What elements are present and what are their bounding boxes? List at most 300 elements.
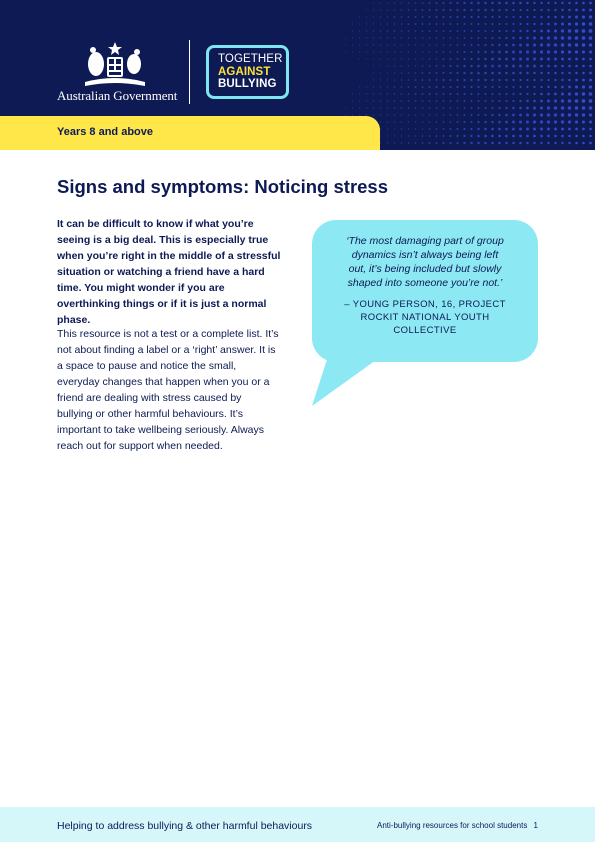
pattern-dot bbox=[435, 16, 437, 18]
pattern-dot bbox=[519, 93, 521, 95]
pattern-dot bbox=[442, 86, 444, 88]
pattern-dot bbox=[463, 65, 465, 67]
pattern-dot bbox=[505, 93, 507, 95]
pattern-dot bbox=[366, 51, 367, 52]
pattern-dot bbox=[464, 100, 466, 102]
pattern-dot bbox=[540, 2, 542, 4]
pattern-dot bbox=[498, 114, 500, 116]
pattern-dot bbox=[352, 37, 353, 38]
pattern-dot bbox=[359, 37, 360, 38]
pattern-dot bbox=[443, 121, 445, 123]
pattern-dot bbox=[547, 2, 549, 4]
pattern-dot bbox=[478, 30, 480, 32]
pattern-dot bbox=[456, 135, 458, 137]
pattern-dot bbox=[408, 72, 410, 74]
pattern-dot bbox=[450, 128, 452, 130]
pattern-dot bbox=[554, 72, 556, 74]
pattern-dot bbox=[519, 128, 522, 131]
pattern-dot bbox=[366, 79, 367, 80]
pattern-dot bbox=[519, 58, 522, 61]
pattern-dot bbox=[477, 16, 479, 18]
pattern-dot bbox=[470, 121, 472, 123]
pattern-dot bbox=[554, 86, 557, 89]
pattern-dot bbox=[463, 58, 465, 60]
pattern-dot bbox=[533, 65, 536, 68]
pattern-dot bbox=[408, 9, 410, 11]
pattern-dot bbox=[547, 65, 550, 68]
pattern-dot bbox=[505, 114, 508, 117]
pattern-dot bbox=[408, 142, 410, 144]
pattern-dot bbox=[582, 2, 585, 5]
pattern-dot bbox=[373, 23, 374, 24]
pattern-dot bbox=[547, 58, 550, 61]
pattern-dot bbox=[443, 100, 445, 102]
pattern-dot bbox=[519, 107, 522, 110]
pattern-dot bbox=[422, 65, 424, 67]
pattern-dot bbox=[484, 79, 486, 81]
pattern-dot bbox=[512, 86, 514, 88]
pattern-dot bbox=[373, 93, 374, 94]
pattern-dot bbox=[442, 72, 444, 74]
pattern-dot bbox=[387, 16, 389, 18]
pattern-dot bbox=[491, 37, 493, 39]
pattern-dot bbox=[484, 142, 487, 145]
pattern-dot bbox=[478, 93, 480, 95]
pattern-dot bbox=[387, 114, 389, 116]
pattern-dot bbox=[491, 65, 494, 68]
pattern-dot bbox=[540, 36, 543, 39]
pattern-dot bbox=[575, 128, 578, 131]
pattern-dot bbox=[456, 72, 458, 74]
pattern-dot bbox=[464, 121, 466, 123]
pattern-dot bbox=[477, 142, 480, 145]
pattern-dot bbox=[589, 51, 592, 54]
pattern-dot bbox=[366, 9, 367, 10]
pattern-dot bbox=[547, 9, 549, 11]
pattern-dot bbox=[526, 107, 529, 110]
pattern-dot bbox=[498, 86, 500, 88]
pattern-dot bbox=[547, 93, 550, 96]
pattern-dot bbox=[519, 86, 521, 88]
pattern-dot bbox=[526, 23, 528, 25]
pattern-dot bbox=[526, 50, 529, 53]
pattern-dot bbox=[442, 2, 444, 4]
pattern-dot bbox=[450, 121, 452, 123]
pattern-dot bbox=[505, 142, 508, 145]
pattern-dot bbox=[582, 85, 585, 88]
pattern-dot bbox=[415, 51, 416, 52]
pattern-dot bbox=[352, 107, 353, 108]
pattern-dot bbox=[519, 65, 522, 68]
pattern-dot bbox=[519, 44, 522, 47]
pattern-dot bbox=[498, 65, 501, 68]
pattern-dot bbox=[477, 121, 479, 123]
pattern-dot bbox=[380, 58, 381, 59]
pattern-dot bbox=[435, 93, 437, 95]
pattern-dot bbox=[435, 79, 437, 81]
pattern-dot bbox=[422, 128, 424, 130]
pattern-dot bbox=[470, 135, 472, 137]
pattern-dot bbox=[526, 135, 529, 138]
pattern-dot bbox=[470, 79, 472, 81]
pattern-dot bbox=[484, 58, 487, 61]
pattern-dot bbox=[449, 142, 451, 144]
pattern-dot bbox=[387, 37, 389, 39]
pattern-dot bbox=[449, 72, 451, 74]
pattern-dot bbox=[491, 58, 494, 61]
pattern-dot bbox=[568, 142, 570, 144]
pattern-dot bbox=[485, 23, 487, 25]
logo-line-3: BULLYING bbox=[218, 78, 277, 90]
pattern-dot bbox=[373, 58, 374, 59]
pattern-dot bbox=[498, 107, 500, 109]
pattern-dot bbox=[394, 114, 396, 116]
pattern-dot bbox=[471, 44, 473, 46]
pattern-dot bbox=[380, 51, 381, 52]
pattern-dot bbox=[401, 121, 402, 122]
pattern-dot bbox=[428, 9, 430, 11]
footer-resource-label: Anti-bullying resources for school students bbox=[377, 821, 528, 830]
pattern-dot bbox=[505, 79, 507, 81]
pattern-dot bbox=[415, 72, 417, 74]
pattern-dot bbox=[533, 23, 535, 25]
pattern-dot bbox=[589, 85, 592, 88]
pattern-dot bbox=[491, 16, 493, 18]
pattern-dot bbox=[582, 113, 585, 116]
pattern-dot bbox=[505, 86, 507, 88]
pattern-dot bbox=[394, 2, 395, 3]
pattern-dot bbox=[408, 2, 410, 4]
pattern-dot bbox=[359, 51, 360, 52]
pattern-dot bbox=[394, 51, 395, 52]
pattern-dot bbox=[561, 23, 564, 26]
pattern-dot bbox=[394, 135, 395, 136]
pattern-dot bbox=[554, 50, 557, 53]
pattern-dot bbox=[442, 9, 444, 11]
pattern-dot bbox=[429, 100, 431, 102]
pattern-dot bbox=[436, 44, 438, 46]
footer-resource-info bbox=[377, 821, 538, 830]
pattern-dot bbox=[568, 29, 571, 32]
pattern-dot bbox=[512, 107, 514, 109]
pattern-dot bbox=[470, 16, 472, 18]
pattern-dot bbox=[422, 107, 424, 109]
pattern-dot bbox=[401, 107, 403, 109]
pattern-dot bbox=[366, 100, 367, 101]
pattern-dot bbox=[526, 58, 529, 61]
pattern-dot bbox=[526, 37, 529, 40]
pattern-dot bbox=[498, 121, 501, 124]
pattern-dot bbox=[366, 44, 367, 45]
pattern-dot bbox=[526, 128, 529, 131]
pattern-dot bbox=[428, 16, 430, 18]
pattern-dot bbox=[533, 16, 535, 18]
pattern-dot bbox=[422, 9, 424, 11]
pattern-dot bbox=[484, 135, 487, 138]
pattern-dot bbox=[449, 79, 451, 81]
pattern-dot bbox=[352, 51, 353, 52]
pattern-dot bbox=[464, 114, 466, 116]
pattern-dot bbox=[442, 23, 444, 25]
pattern-dot bbox=[589, 106, 593, 110]
pattern-dot bbox=[505, 128, 508, 131]
pattern-dot bbox=[540, 120, 543, 123]
pattern-dot bbox=[442, 65, 444, 67]
pattern-dot bbox=[408, 100, 410, 102]
pattern-dot bbox=[568, 79, 571, 82]
pattern-dot bbox=[456, 23, 458, 25]
pattern-dot bbox=[415, 30, 417, 32]
pattern-dot bbox=[457, 121, 459, 123]
pattern-dot bbox=[526, 16, 528, 18]
pattern-dot bbox=[463, 128, 465, 130]
pattern-dot bbox=[540, 30, 543, 33]
pattern-dot bbox=[561, 120, 564, 123]
pattern-dot bbox=[575, 2, 577, 4]
pattern-dot bbox=[373, 2, 374, 3]
pattern-dot bbox=[422, 30, 424, 32]
pattern-dot bbox=[415, 128, 417, 130]
pattern-dot bbox=[401, 114, 403, 116]
pattern-dot bbox=[442, 93, 444, 95]
pattern-dot bbox=[519, 142, 522, 145]
pattern-dot bbox=[484, 114, 486, 116]
pattern-dot bbox=[429, 114, 431, 116]
pattern-dot bbox=[512, 79, 514, 81]
pattern-dot bbox=[505, 65, 508, 68]
pattern-dot bbox=[505, 51, 508, 54]
pattern-dot bbox=[422, 2, 424, 4]
pattern-dot bbox=[366, 23, 367, 24]
pattern-dot bbox=[575, 65, 578, 68]
pattern-dot bbox=[512, 16, 514, 18]
audience-band bbox=[0, 116, 380, 150]
pattern-dot bbox=[443, 114, 445, 116]
pattern-dot bbox=[477, 65, 480, 68]
pattern-dot bbox=[359, 23, 360, 24]
pattern-dot bbox=[429, 142, 431, 144]
pattern-dot bbox=[582, 65, 585, 68]
pattern-dot bbox=[505, 58, 508, 61]
pattern-dot bbox=[484, 121, 486, 123]
pattern-dot bbox=[450, 37, 452, 39]
pattern-dot bbox=[429, 51, 431, 53]
pattern-dot bbox=[505, 37, 507, 39]
pattern-dot bbox=[484, 128, 487, 131]
pattern-dot bbox=[554, 135, 557, 138]
pattern-dot bbox=[575, 16, 578, 19]
pattern-dot bbox=[464, 37, 466, 39]
pattern-dot bbox=[561, 72, 563, 74]
pattern-dot bbox=[561, 2, 563, 4]
pattern-dot bbox=[449, 135, 451, 137]
pattern-dot bbox=[492, 23, 494, 25]
pattern-dot bbox=[387, 128, 388, 129]
logo-line-2: AGAINST bbox=[218, 65, 271, 78]
pattern-dot bbox=[561, 50, 564, 53]
pattern-dot bbox=[519, 72, 522, 75]
pattern-dot bbox=[443, 128, 445, 130]
pattern-dot bbox=[373, 86, 374, 87]
pattern-dot bbox=[450, 58, 452, 60]
pattern-dot bbox=[498, 58, 501, 61]
pattern-dot bbox=[554, 2, 556, 4]
pattern-dot bbox=[352, 30, 353, 31]
pattern-dot bbox=[512, 23, 514, 25]
pattern-dot bbox=[449, 9, 451, 11]
pattern-dot bbox=[589, 36, 593, 40]
pattern-dot bbox=[519, 23, 521, 25]
pattern-dot bbox=[526, 79, 528, 81]
pattern-dot bbox=[435, 86, 437, 88]
pattern-dot bbox=[394, 128, 395, 129]
pattern-dot bbox=[519, 16, 521, 18]
pattern-dot bbox=[477, 86, 479, 88]
pattern-dot bbox=[582, 15, 585, 18]
pattern-dot bbox=[526, 44, 529, 47]
pattern-dot bbox=[540, 113, 543, 116]
pattern-dot bbox=[575, 72, 577, 74]
pattern-dot bbox=[589, 22, 593, 26]
pattern-dot bbox=[345, 51, 346, 52]
pattern-dot bbox=[547, 142, 549, 144]
pattern-dot bbox=[449, 16, 451, 18]
logo-line-1: TOGETHER bbox=[218, 53, 283, 65]
pattern-dot bbox=[408, 121, 409, 122]
pattern-dot bbox=[561, 36, 564, 39]
pattern-dot bbox=[505, 121, 508, 124]
pattern-dot bbox=[470, 51, 472, 53]
pattern-dot bbox=[589, 113, 592, 116]
pattern-dot bbox=[485, 100, 487, 102]
pattern-dot bbox=[575, 106, 579, 110]
pattern-dot bbox=[436, 128, 438, 130]
pattern-dot bbox=[582, 50, 585, 53]
pattern-dot bbox=[394, 93, 396, 95]
pattern-dot bbox=[408, 51, 409, 52]
pattern-dot bbox=[373, 44, 374, 45]
pattern-dot bbox=[547, 100, 550, 103]
pattern-dot bbox=[422, 142, 424, 144]
pattern-dot bbox=[575, 9, 578, 12]
pattern-dot bbox=[554, 79, 556, 81]
pattern-dot bbox=[547, 86, 549, 88]
pattern-dot bbox=[443, 44, 445, 46]
pattern-dot bbox=[429, 2, 431, 4]
pattern-dot bbox=[422, 58, 424, 60]
pattern-dot bbox=[408, 16, 410, 18]
pattern-dot bbox=[387, 2, 388, 3]
pattern-dot bbox=[387, 79, 388, 80]
pattern-dot bbox=[547, 113, 550, 116]
pattern-dot bbox=[477, 51, 479, 53]
pattern-dot bbox=[463, 72, 465, 74]
pattern-dot bbox=[512, 93, 514, 95]
pattern-dot bbox=[463, 93, 465, 95]
pattern-dot bbox=[408, 30, 410, 32]
pattern-dot bbox=[519, 135, 522, 138]
pattern-dot bbox=[533, 113, 536, 116]
pattern-dot bbox=[436, 30, 438, 32]
pattern-dot bbox=[547, 36, 550, 39]
pattern-dot bbox=[575, 29, 579, 33]
pattern-dot bbox=[561, 93, 564, 96]
pattern-dot bbox=[540, 86, 542, 88]
pattern-dot bbox=[429, 65, 431, 67]
pattern-dot bbox=[561, 9, 563, 11]
pattern-dot bbox=[387, 135, 388, 136]
pattern-dot bbox=[457, 37, 459, 39]
pattern-dot bbox=[498, 100, 500, 102]
pattern-dot bbox=[408, 37, 410, 39]
pattern-dot bbox=[401, 23, 403, 25]
pattern-dot bbox=[575, 22, 578, 25]
pattern-dot bbox=[582, 22, 585, 25]
pattern-dot bbox=[463, 9, 465, 11]
pattern-dot bbox=[561, 113, 564, 116]
pattern-dot bbox=[471, 100, 473, 102]
pattern-dot bbox=[435, 9, 437, 11]
pattern-dot bbox=[394, 142, 395, 143]
pattern-dot bbox=[387, 107, 389, 109]
pattern-dot bbox=[547, 72, 549, 74]
pattern-dot bbox=[498, 142, 501, 145]
pattern-dot bbox=[554, 58, 557, 61]
pattern-dot bbox=[505, 72, 508, 75]
pattern-dot bbox=[582, 142, 585, 145]
pattern-dot bbox=[554, 142, 556, 144]
pattern-dot bbox=[498, 51, 501, 54]
pattern-dot bbox=[589, 15, 592, 18]
pattern-dot bbox=[492, 93, 494, 95]
pattern-dot bbox=[380, 44, 381, 45]
pattern-dot bbox=[429, 58, 431, 60]
pattern-dot bbox=[533, 72, 535, 74]
pattern-dot bbox=[415, 44, 417, 46]
pattern-dot bbox=[533, 50, 536, 53]
pattern-dot bbox=[408, 114, 410, 116]
pattern-dot bbox=[575, 86, 578, 89]
pattern-dot bbox=[561, 99, 564, 102]
pattern-dot bbox=[561, 58, 564, 61]
pattern-dot bbox=[589, 9, 592, 12]
pattern-dot bbox=[540, 93, 543, 96]
pattern-dot bbox=[519, 2, 522, 5]
pattern-dot bbox=[498, 2, 501, 5]
pattern-dot bbox=[491, 44, 493, 46]
pattern-dot bbox=[359, 30, 360, 31]
pattern-dot bbox=[352, 100, 353, 101]
pattern-dot bbox=[387, 72, 388, 73]
pattern-dot bbox=[401, 100, 403, 102]
pattern-dot bbox=[394, 100, 396, 102]
pattern-dot bbox=[512, 9, 514, 11]
pattern-dot bbox=[345, 37, 346, 38]
pattern-dot bbox=[568, 72, 570, 74]
pattern-dot bbox=[415, 86, 417, 88]
pattern-dot bbox=[456, 58, 458, 60]
pattern-dot bbox=[484, 72, 487, 75]
pattern-dot bbox=[582, 58, 585, 61]
pattern-dot bbox=[582, 29, 586, 33]
pattern-dot bbox=[456, 142, 458, 144]
pattern-dot bbox=[519, 37, 522, 40]
pattern-dot bbox=[408, 135, 410, 137]
pattern-dot bbox=[387, 30, 389, 32]
pattern-dot bbox=[554, 36, 557, 39]
pattern-dot bbox=[366, 16, 367, 17]
pattern-dot bbox=[450, 100, 452, 102]
